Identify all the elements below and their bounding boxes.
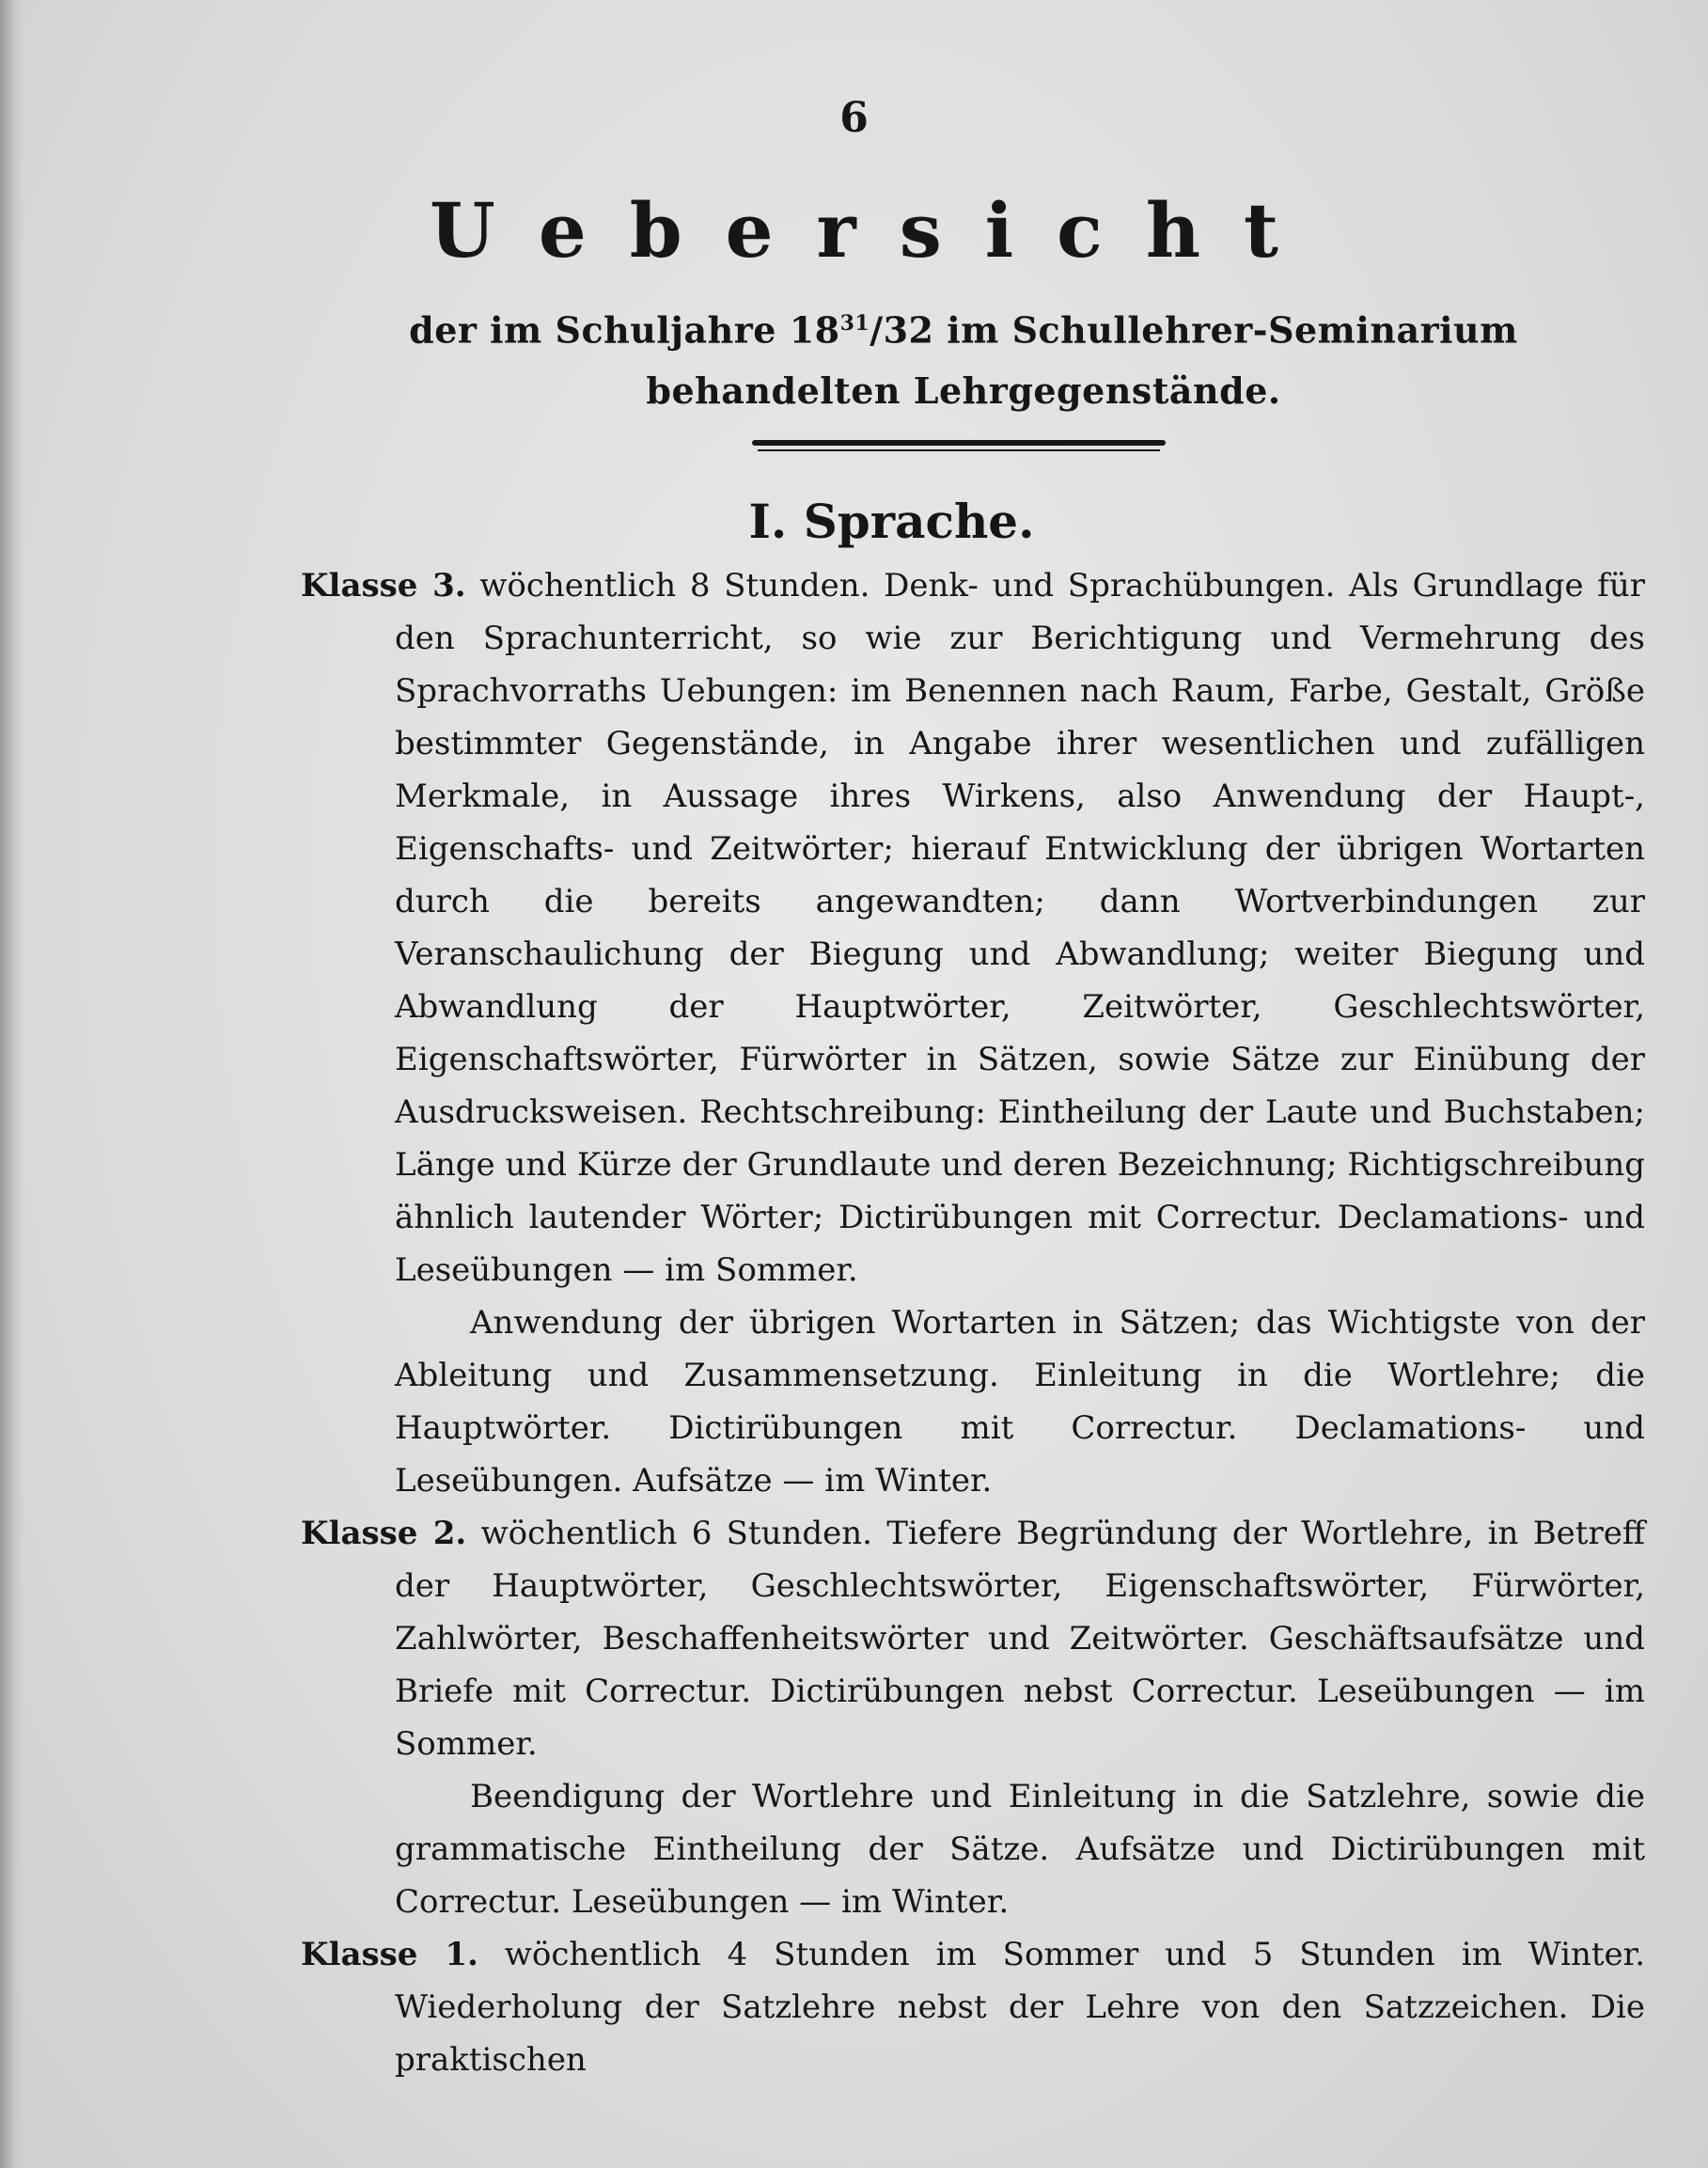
paragraph-text: wöchentlich 4 Stunden im Sommer und 5 Stunden im Winter. Wiederholung der Satzlehre nebst der Lehre von den Satzzeichen. Die praktischen: [395, 1936, 1646, 2079]
page-title: Uebersicht: [430, 186, 1322, 275]
paragraph-klasse-3-summer: [301, 559, 1645, 1296]
paragraph-text: Beendigung der Wortlehre und Einleitung in die Satzlehre, sowie die grammatische Eintheilung der Sätze. Aufsätze und Dictirübungen mit Correctur. Leseübungen — im Winter.: [395, 1778, 1645, 1921]
paragraph-text: Anwendung der übrigen Wortarten in Sätzen; das Wichtigste von der Ableitung und Zusammensetzung. Einleitung in die Wortlehre; die Hauptwörter. Dictirübungen mit Correctur. Declamations- und Leseübungen. Aufsätze — im Winter.: [395, 1304, 1645, 1500]
page-subtitle: [338, 293, 1589, 421]
paragraph-text: wöchentlich 8 Stunden. Denk- und Sprachübungen. Als Grundlage für den Sprachunterricht, so wie zur Berichtigung und Vermehrung des Sprachvorraths Uebungen: im Benennen nach Raum, Farbe, Gestalt, Größe bestimmter Gegenstände, in Angabe ihrer wesentlichen und zufälligen Merkmale, in Aussage ihres Wirkens, also Anwendung der Haupt-, Eigenschafts- und Zeitwörter; hierauf Entwicklung der übrigen Wortarten durch die bereits angewandten; dann Wortverbindungen zur Veranschaulichung der Biegung und Abwandlung; weiter Biegung und Abwandlung der Hauptwörter, Zeitwörter, Geschlechtswörter, Eigenschaftswörter, Fürwörter in Sätzen, sowie Sätze zur Einübung der Ausdrucksweisen. Rechtschreibung: Eintheilung der Laute und Buchstaben; Länge und Kürze der Grundlaute und deren Bezeichnung; Richtigschreibung ähnlich lautender Wörter; Dictirübungen mit Correctur. Declamations- und Leseübungen — im Sommer.: [395, 567, 1645, 1289]
paragraph-text: wöchentlich 6 Stunden. Tiefere Begründung der Wortlehre, in Betreff der Hauptwörter, Geschlechtswörter, Eigenschaftswörter, Fürwörter, Zahlwörter, Beschaffenheitswörter und Zeitwörter. Geschäftsaufsätze und Briefe mit Correctur. Dictirübungen nebst Correctur. Leseübungen — im Sommer.: [395, 1515, 1645, 1763]
paragraph-klasse-2-summer: [301, 1507, 1645, 1770]
page-number: 6: [839, 94, 869, 142]
subtitle-year-superscript: 31: [839, 311, 870, 336]
paragraph-lead: Klasse 1.: [301, 1936, 478, 1973]
divider-thick-line: [752, 440, 1166, 446]
paragraph-klasse-1: [301, 1928, 1645, 2086]
paragraph-klasse-2-winter: [301, 1770, 1645, 1928]
divider-thin-line: [758, 449, 1160, 451]
subtitle-text-end: /32 im Schullehrer-Seminarium behandelten Lehrgegenstände.: [646, 308, 1518, 412]
title-divider-rule: [752, 440, 1166, 453]
body-text: [301, 559, 1645, 2086]
subtitle-text-start: der im Schuljahre 18: [409, 308, 840, 352]
paragraph-lead: Klasse 3.: [301, 567, 466, 605]
section-heading: I. Sprache.: [748, 494, 1035, 549]
page-edge-shadow: [0, 0, 24, 2168]
paragraph-lead: Klasse 2.: [301, 1515, 467, 1552]
paragraph-klasse-3-winter: [301, 1296, 1645, 1507]
